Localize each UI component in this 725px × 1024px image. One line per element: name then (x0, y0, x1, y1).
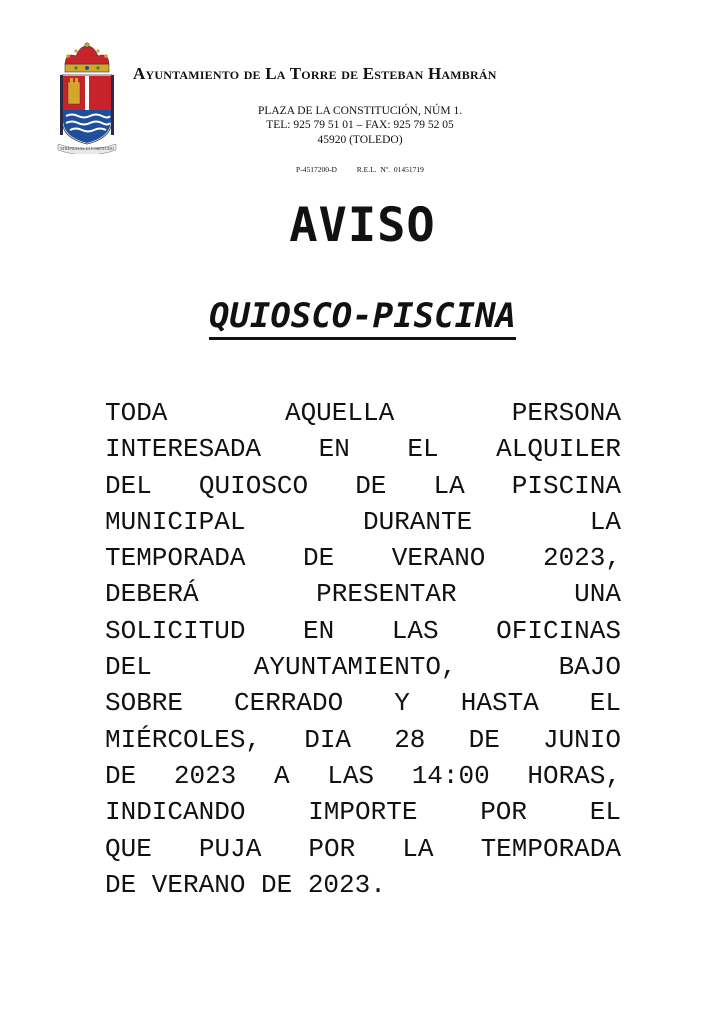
shield-icon (60, 75, 114, 144)
coat-of-arms-logo (56, 42, 118, 154)
body-line: SOLICITUD EN LAS OFICINAS (105, 615, 621, 646)
address-line: PLAZA DE LA CONSTITUCIÓN, NÚM 1. (257, 105, 463, 117)
body-line: TEMPORADA DE VERANO 2023, (105, 543, 621, 574)
crown-icon (65, 43, 109, 72)
phone-fax-line: TEL: 925 79 51 01 – FAX: 925 79 52 05 (266, 119, 454, 131)
body-line: SOBRE CERRADO Y HASTA EL (105, 688, 621, 719)
postal-line: 45920 (TOLEDO) (317, 134, 403, 146)
notice-body (105, 395, 621, 903)
body-line: INTERESADA EN EL ALQUILER (105, 434, 621, 465)
notice-subtitle (0, 296, 725, 336)
body-line: DE VERANO DE 2023. (105, 869, 386, 900)
body-line: TODA AQUELLA PERSONA (105, 398, 621, 428)
body-line: DEL AYUNTAMIENTO, BAJO (105, 652, 621, 683)
body-line: MUNICIPAL DURANTE LA (105, 506, 621, 537)
body-line: DEBERÁ PRESENTAR UNA (105, 579, 621, 610)
body-line: DE 2023 A LAS 14:00 HORAS, (105, 760, 621, 791)
subtitle-text: QUIOSCO-PISCINA (209, 296, 516, 340)
code-p: P-4517200-D (296, 165, 337, 174)
code-rel: R.E.L. Nº. 01451719 (356, 165, 424, 174)
body-line: MIÉRCOLES, DIA 28 DE JUNIO (105, 724, 621, 755)
municipality-title: Ayuntamiento de La Torre de Esteban Hambrán (133, 64, 497, 83)
body-line: DEL QUIOSCO DE LA PISCINA (105, 470, 621, 501)
registry-codes (200, 165, 520, 174)
notice-heading: AVISO (289, 198, 436, 253)
body-line: QUE PUJA POR LA TEMPORADA (105, 833, 621, 864)
svg-text:STRENUITAS ET FORTITUDO: STRENUITAS ET FORTITUDO (60, 146, 114, 151)
body-line: INDICANDO IMPORTE POR EL (105, 797, 621, 828)
